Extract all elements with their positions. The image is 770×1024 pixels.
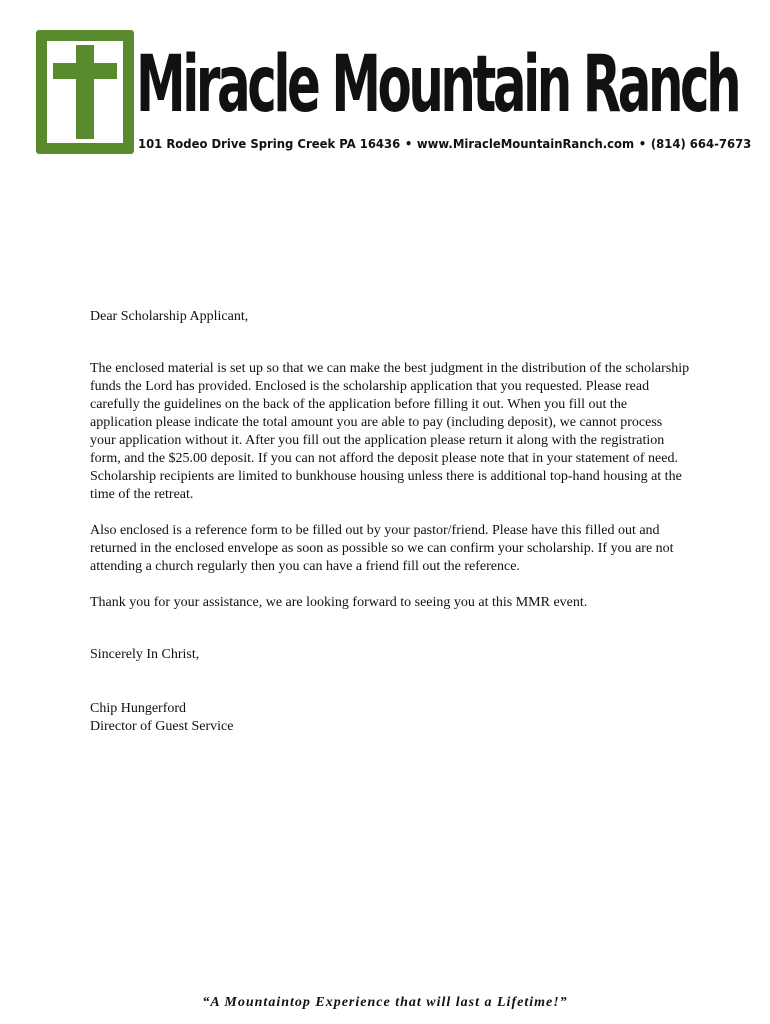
address: 101 Rodeo Drive Spring Creek PA 16436	[138, 136, 401, 151]
contact-line	[138, 136, 752, 151]
logo	[36, 30, 134, 154]
signer-title: Director of Guest Service	[90, 719, 234, 734]
organization-name: Miracle Mountain Ranch	[136, 38, 739, 130]
separator: •	[638, 136, 647, 151]
paragraph-reference: Also enclosed is a reference form to be filled out by your pastor/friend. Please have this filled out and returned in the enclosed envelope as soon as possible so we can confirm your scholarship. If you are not attending a church regularly then you can have a friend fill out the reference.	[90, 523, 674, 574]
signer-name: Chip Hungerford	[90, 701, 187, 716]
paragraph-intro: The enclosed material is set up so that we can make the best judgment in the distribution of the scholarship funds the Lord has provided. Enclosed is the scholarship application that you requested. Please read carefully the guidelines on the back of the application before filling it out. When you fill out the application please indicate the total amount you are able to pay (including deposit), we cannot process your application without it. After you fill out the application please return it along with the registration form, and the $25.00 deposit. If you can not afford the deposit please note that in your statement of need. Scholarship recipients are limited to bunkhouse housing unless there is additional top-hand housing at the time of the retreat.	[90, 361, 690, 502]
cross-icon	[39, 33, 131, 151]
letterhead	[0, 0, 770, 170]
closing: Sincerely In Christ,	[90, 647, 200, 662]
paragraph-thanks: Thank you for your assistance, we are looking forward to seeing you at this MMR event.	[90, 595, 588, 610]
separator: •	[404, 136, 413, 151]
phone-number: (814) 664-7673	[650, 136, 752, 151]
footer-tagline: “A Mountaintop Experience that will last a Lifetime!”	[202, 995, 568, 1010]
letter-body	[90, 308, 690, 736]
salutation: Dear Scholarship Applicant,	[90, 309, 249, 324]
website-link[interactable]: www.MiracleMountainRanch.com	[416, 136, 635, 151]
